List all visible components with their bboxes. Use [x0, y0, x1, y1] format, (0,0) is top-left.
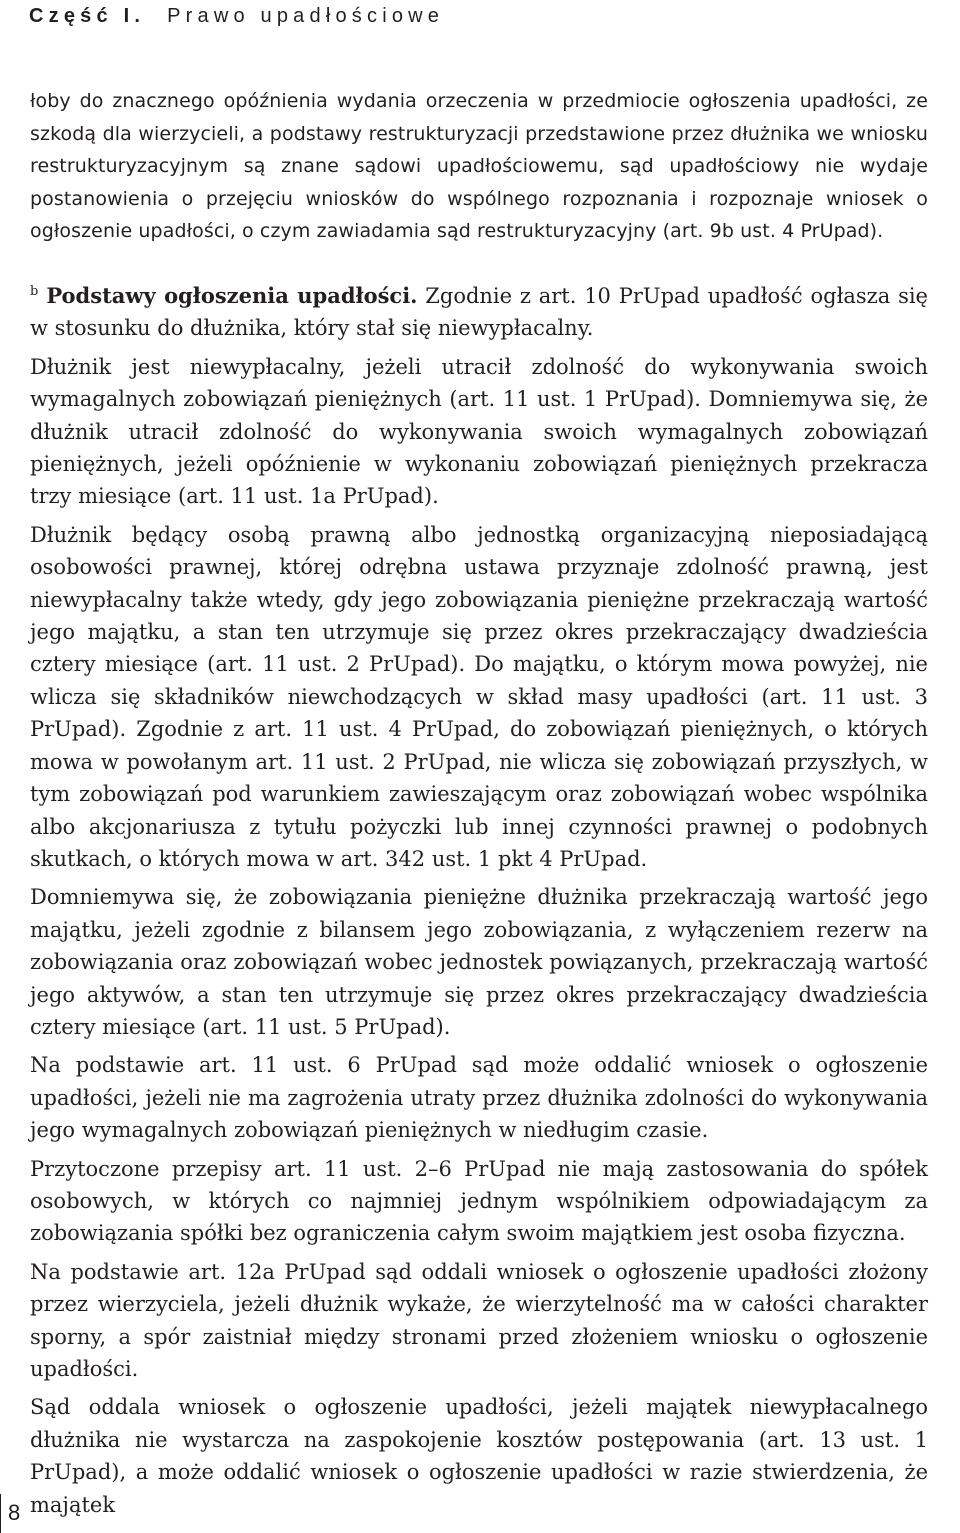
running-header [29, 3, 444, 29]
section-paragraph-b [30, 280, 928, 345]
header-part-label: Część I. [29, 5, 146, 27]
section-heading: Podstawy ogłoszenia upadłości. [46, 283, 418, 308]
header-section-title: Prawo upadłościowe [167, 5, 445, 27]
page-number: 8 [8, 1500, 21, 1525]
section-marker: b [30, 284, 39, 299]
section-text: Zgodnie z art. 10 PrUpad upadłość ogłasza się w stosunku do dłużnika, który stał się niewypłacalny. [30, 284, 928, 341]
page-body [30, 280, 928, 1521]
page-body-sans [30, 85, 928, 248]
paragraph-balance-sheet: Domniemywa się, że zobowiązania pieniężne dłużnika przekraczają wartość jego majątku, jeżeli zgodnie z bilansem jego zobowiązania, z wyłączeniem rezerw na zobowiązania oraz zobowiązań wobec jednostek powiązanych, przekraczają wartość jego aktywów, a stan ten utrzymuje się przez okres przekraczający dwadzieścia cztery miesiące (art. 11 ust. 5 PrUpad). [30, 885, 928, 1039]
margin-rule [0, 1494, 1, 1533]
paragraph-insolvency-definition: Dłużnik jest niewypłacalny, jeżeli utracił zdolność do wykonywania swoich wymagalnych zobowiązań pieniężnych (art. 11 ust. 1 PrUpad). Domniemywa się, że dłużnik utracił zdolność do wykonywania swoich wymagalnych zobowiązań pieniężnych, jeżeli opóźnienie w wykonaniu zobowiązań pieniężnych przekracza trzy miesiące (art. 11 ust. 1a PrUpad). [30, 354, 928, 509]
paragraph-continuation: łoby do znacznego opóźnienia wydania orzeczenia w przedmiocie ogłoszenia upadłości, ze szkodą dla wierzycieli, a podstawy restrukturyzacji przedstawione przez dłużnika we wniosku restrukturyzacyjnym są znane sądowi upadłościowemu, sąd upadłościowy nie wydaje postanowienia o przejęciu wniosków do wspólnego rozpoznania i rozpoznaje wniosek o ogłoszenie upadłości, o czym zawiadamia sąd restrukturyzacyjny (art. 9b ust. 4 PrUpad). [30, 90, 928, 243]
paragraph-legal-person: Dłużnik będący osobą prawną albo jednostką organizacyjną nieposiadającą osobowości prawnej, której odrębna ustawa przyznaje zdolność prawną, jest niewypłacalny także wtedy, gdy jego zobowiązania pieniężne przekraczają wartość jego majątku, a stan ten utrzymuje się przez okres przekraczający dwadzieścia cztery miesiące (art. 11 ust. 2 PrUpad). Do majątku, o którym mowa powyżej, nie wlicza się składników niewchodzących w skład masy upadłości (art. 11 ust. 3 PrUpad). Zgodnie z art. 11 ust. 4 PrUpad, do zobowiązań pieniężnych, o których mowa w powołanym art. 11 ust. 2 PrUpad, nie wlicza się zobowiązań przyszłych, w tym zobowiązań pod warunkiem zawieszającym oraz zobowiązań wobec wspólnika albo akcjonariusza z tytułu pożyczki lub innej czynności prawnej o podobnych skutkach, o których mowa w art. 342 ust. 1 pkt 4 PrUpad. [30, 522, 928, 871]
paragraph-art-13: Sąd oddala wniosek o ogłoszenie upadłości, jeżeli majątek niewypłacalnego dłużnika nie wystarcza na zaspokojenie kosztów postępowania (art. 13 ust. 1 PrUpad), a może oddalić wniosek o ogłoszenie upadłości w razie stwierdzenia, że majątek [30, 1395, 928, 1517]
paragraph-art-11-6: Na podstawie art. 11 ust. 6 PrUpad sąd może oddalić wniosek o ogłoszenie upadłości, jeżeli nie ma zagrożenia utraty przez dłużnika zdolności do wykonywania jego wymagalnych zobowiązań pieniężnych w niedługim czasie. [30, 1053, 928, 1143]
paragraph-partnerships: Przytoczone przepisy art. 11 ust. 2–6 PrUpad nie mają zastosowania do spółek osobowych, w których co najmniej jednym wspólnikiem odpowiadającym za zobowiązania spółki bez ograniczenia całym swoim majątkiem jest osoba fizyczna. [30, 1156, 928, 1246]
paragraph-art-12a: Na podstawie art. 12a PrUpad sąd oddali wniosek o ogłoszenie upadłości złożony przez wierzyciela, jeżeli dłużnik wykaże, że wierzytelność ma w całości charakter sporny, a spór zaistniał między stronami przed złożeniem wniosku o ogłoszenie upadłości. [30, 1259, 928, 1381]
